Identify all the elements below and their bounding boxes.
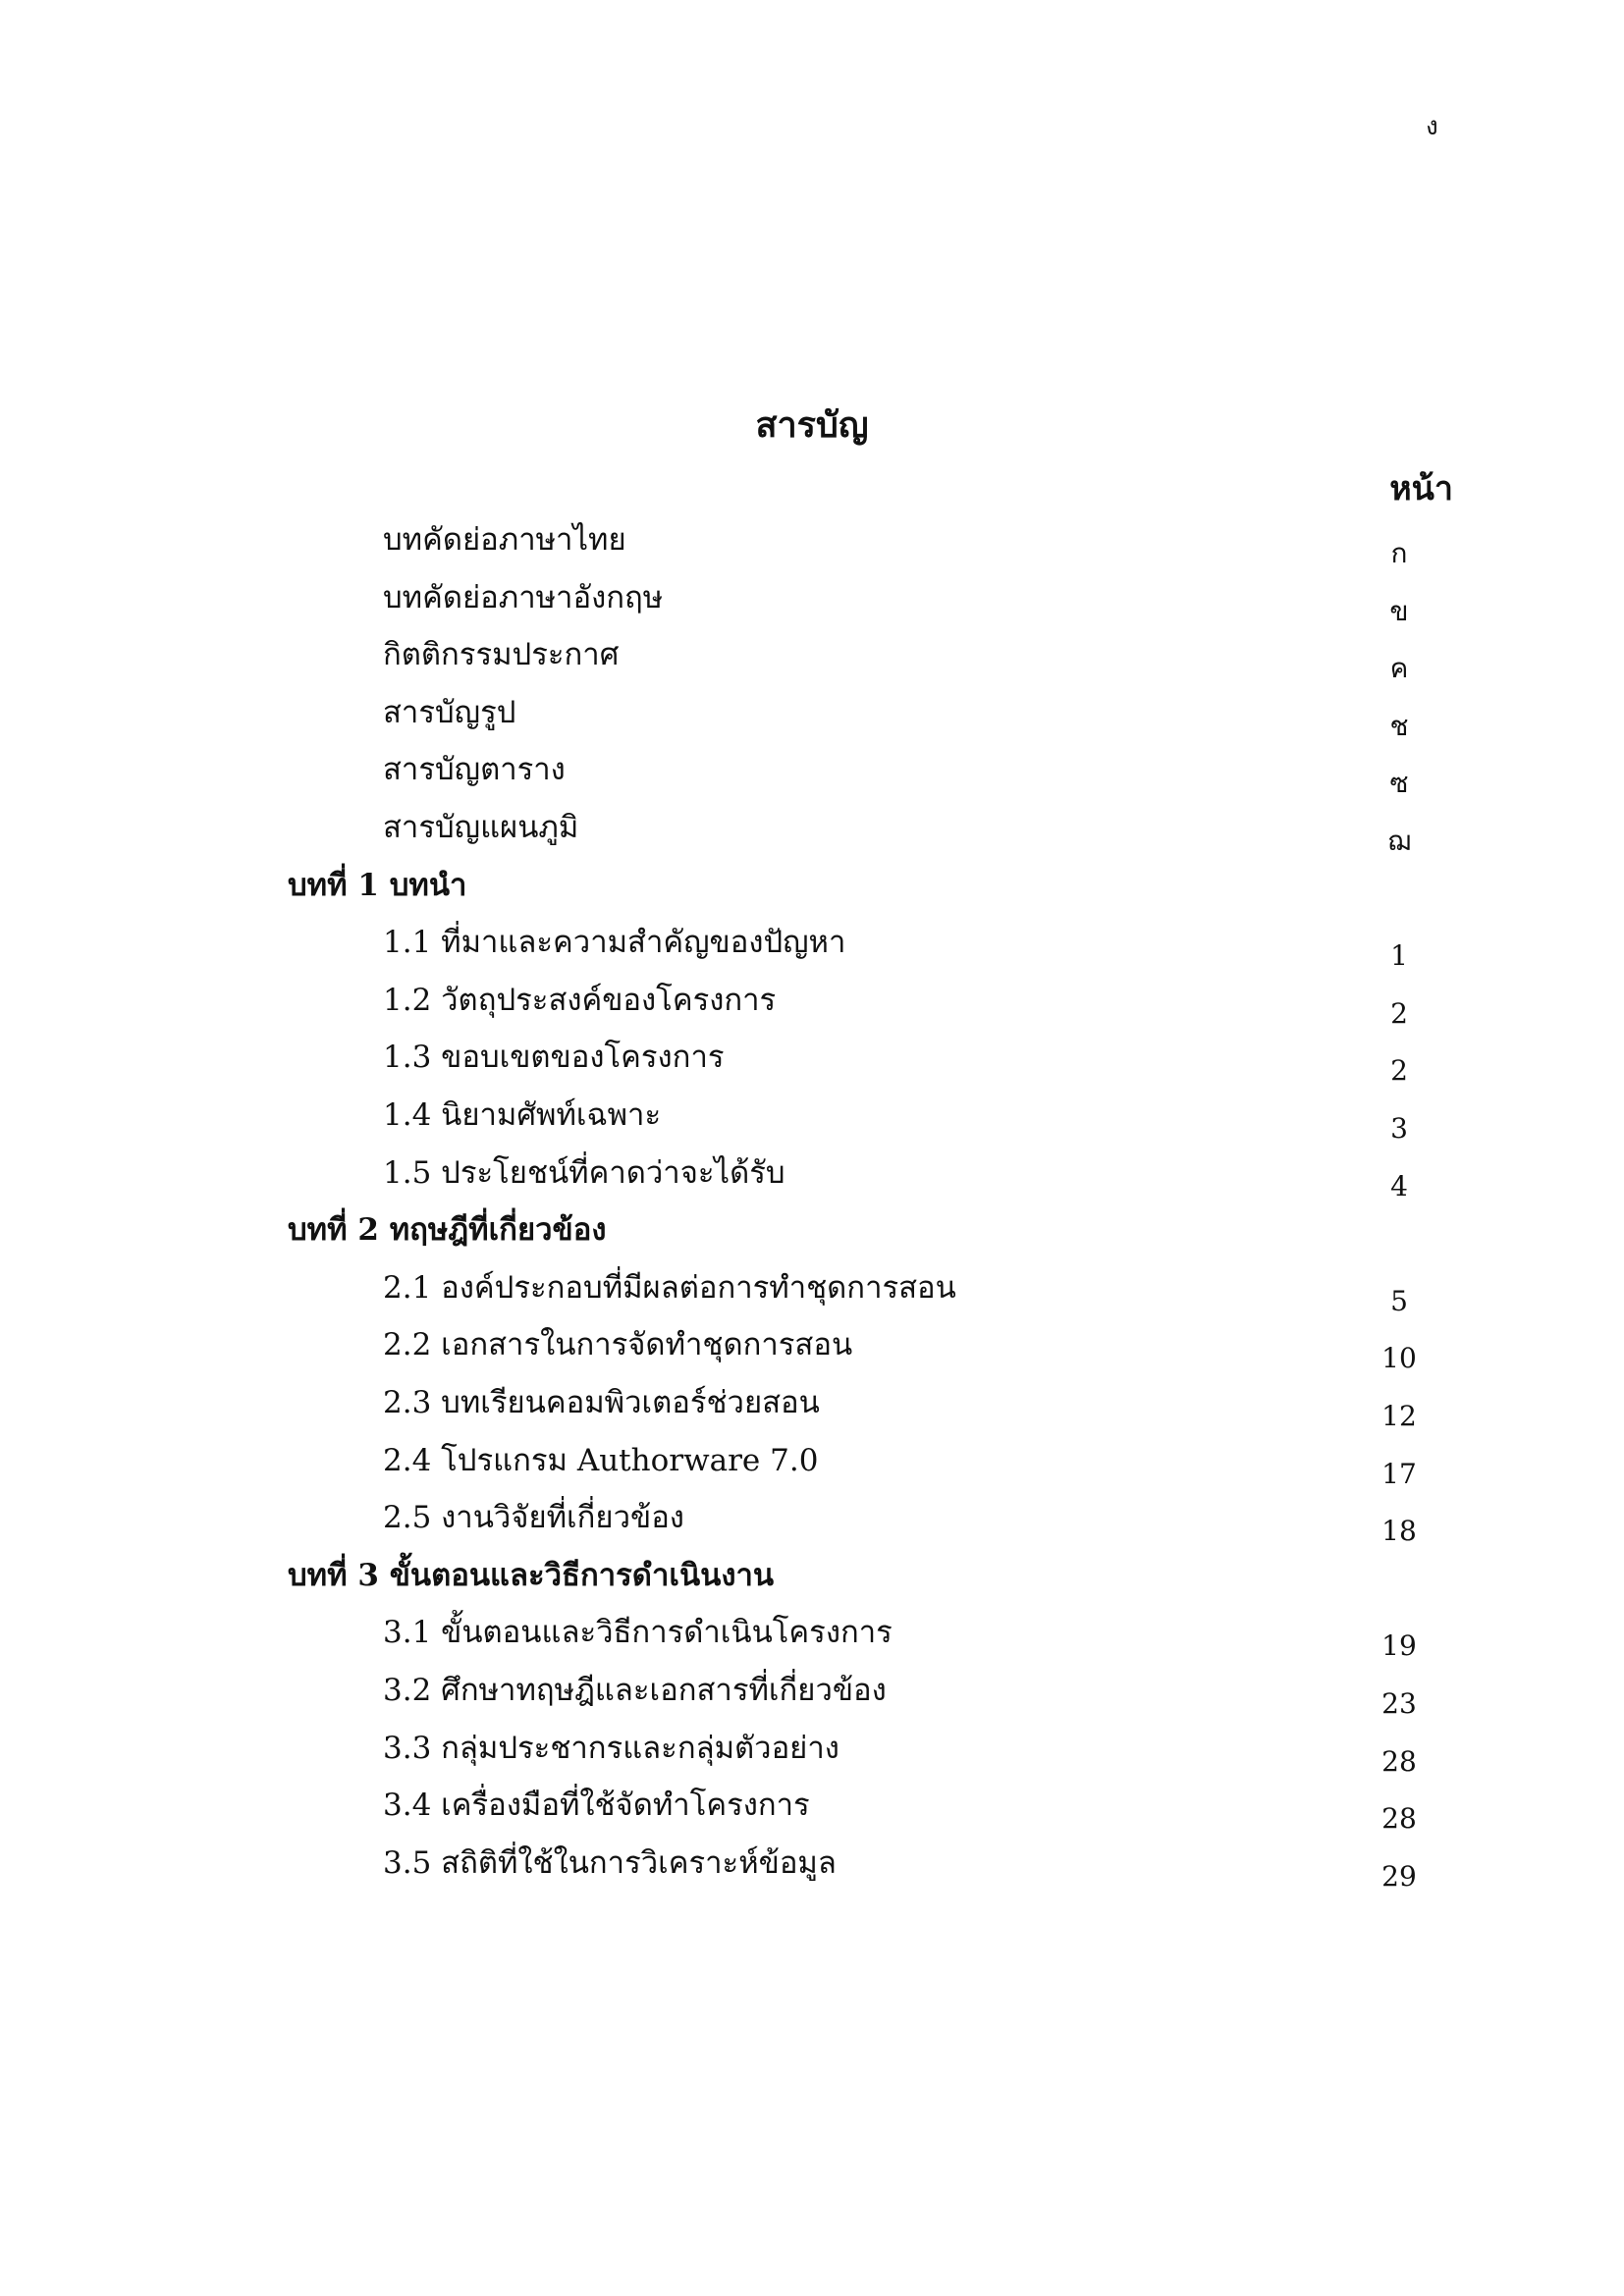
toc-entry-row bbox=[0, 750, 1624, 807]
toc-entry-page: 2 bbox=[1390, 1054, 1408, 1088]
toc-entry-page: 2 bbox=[1390, 996, 1408, 1030]
toc-entry-page: 18 bbox=[1381, 1515, 1417, 1548]
toc-entry-page: ก bbox=[1390, 537, 1408, 569]
toc-entry-row bbox=[0, 693, 1624, 750]
toc-entry-title: 2.1 องค์ประกอบที่มีผลต่อการทำชุดการสอน bbox=[383, 1269, 956, 1306]
toc-entry-row bbox=[0, 923, 1624, 980]
toc-entry-row bbox=[0, 1729, 1624, 1786]
toc-entry-title: 1.3 ขอบเขตของโครงการ bbox=[383, 1040, 725, 1076]
toc-entry-row bbox=[0, 520, 1624, 577]
toc-entry-row bbox=[0, 1843, 1624, 1900]
toc-entry-row bbox=[0, 635, 1624, 692]
toc-entry-page: 1 bbox=[1390, 939, 1408, 973]
toc-entry-title: 2.4 โปรแกรม Authorware 7.0 bbox=[383, 1442, 819, 1478]
toc-entry-title: 1.1 ที่มาและความสำคัญของปัญหา bbox=[383, 925, 846, 961]
toc-entry-row bbox=[0, 578, 1624, 635]
toc-entry-title: 2.5 งานวิจัยที่เกี่ยวข้อง bbox=[383, 1500, 684, 1536]
toc-entry-title: 2.3 บทเรียนคอมพิวเตอร์ช่วยสอน bbox=[383, 1385, 820, 1420]
page-number: ง bbox=[1426, 112, 1438, 141]
toc-entry-row bbox=[0, 1038, 1624, 1095]
toc-entry-title: สารบัญรูป bbox=[383, 694, 516, 730]
toc-entry-page: 10 bbox=[1381, 1342, 1417, 1375]
toc-entry-title: 3.4 เครื่องมือที่ใช้จัดทำโครงการ bbox=[383, 1788, 810, 1824]
toc-entry-title: 1.2 วัตถุประสงค์ของโครงการ bbox=[383, 982, 777, 1018]
toc-entry-page: 5 bbox=[1390, 1284, 1408, 1317]
toc-entry-page: ช bbox=[1389, 709, 1409, 742]
toc-entry-page: 17 bbox=[1381, 1457, 1417, 1490]
toc-entry-title: บทคัดย่อภาษาไทย bbox=[383, 522, 626, 558]
toc-entry-page: ข bbox=[1389, 594, 1409, 627]
toc-entry-row bbox=[0, 1671, 1624, 1728]
toc-chapter-title: บทที่ 1 บทนำ bbox=[288, 867, 467, 903]
toc-entry-page: 4 bbox=[1390, 1169, 1408, 1202]
toc-entry-row bbox=[0, 1153, 1624, 1210]
toc-entry-page: 29 bbox=[1381, 1859, 1417, 1893]
toc-entry-title: กิตติกรรมประกาศ bbox=[383, 637, 620, 673]
toc-entry-row bbox=[0, 1268, 1624, 1325]
toc-entry-title: 1.5 ประโยชน์ที่คาดว่าจะได้รับ bbox=[383, 1154, 785, 1191]
toc-entry-title: 2.2 เอกสารในการจัดทำชุดการสอน bbox=[383, 1327, 853, 1363]
toc-entry-page: 12 bbox=[1381, 1400, 1417, 1432]
toc-chapter-row bbox=[0, 866, 1624, 923]
toc-chapter-row bbox=[0, 1210, 1624, 1267]
toc-entry-page: 28 bbox=[1381, 1744, 1417, 1778]
toc-entry-row bbox=[0, 808, 1624, 865]
toc-entry-page: ซ bbox=[1389, 767, 1409, 800]
toc-entry-row bbox=[0, 1441, 1624, 1498]
toc-entry-row bbox=[0, 1498, 1624, 1555]
toc-entry-page: ฌ bbox=[1387, 825, 1411, 857]
toc-entry-title: สารบัญแผนภูมิ bbox=[383, 810, 579, 845]
toc-entry-row bbox=[0, 1383, 1624, 1440]
toc-entry-title: 3.1 ขั้นตอนและวิธีการดำเนินโครงการ bbox=[383, 1615, 893, 1651]
toc-entry-row bbox=[0, 1786, 1624, 1842]
toc-entry-page: 19 bbox=[1381, 1629, 1417, 1663]
toc-entry-title: 1.4 นิยามศัพท์เฉพาะ bbox=[383, 1097, 662, 1133]
toc-entry-page: 28 bbox=[1381, 1802, 1417, 1836]
toc-entry-row bbox=[0, 1325, 1624, 1382]
toc-entry-row bbox=[0, 1095, 1624, 1152]
toc-entry-row bbox=[0, 1613, 1624, 1670]
toc-entry-page: ค bbox=[1389, 652, 1409, 685]
toc-entry-page: 3 bbox=[1390, 1112, 1408, 1145]
page-column-header: หน้า bbox=[1389, 469, 1453, 508]
toc-entry-title: 3.3 กลุ่มประชากรและกลุ่มตัวอย่าง bbox=[383, 1730, 839, 1766]
page-title: สารบัญ bbox=[755, 404, 869, 446]
toc-entry-title: บทคัดย่อภาษาอังกฤษ bbox=[383, 579, 664, 615]
toc-chapter-title: บทที่ 2 ทฤษฎีที่เกี่ยวข้อง bbox=[288, 1212, 607, 1249]
toc-chapter-row bbox=[0, 1556, 1624, 1613]
toc-entry-title: สารบัญตาราง bbox=[383, 752, 566, 788]
toc-entry-title: 3.2 ศึกษาทฤษฎีและเอกสารที่เกี่ยวข้อง bbox=[383, 1673, 887, 1708]
toc-entry-row bbox=[0, 981, 1624, 1038]
toc-entry-page: 23 bbox=[1381, 1687, 1417, 1720]
toc-entry-title: 3.5 สถิติที่ใช้ในการวิเคราะห์ข้อมูล bbox=[383, 1844, 837, 1881]
toc-chapter-title: บทที่ 3 ขั้นตอนและวิธีการดำเนินงาน bbox=[288, 1557, 775, 1593]
